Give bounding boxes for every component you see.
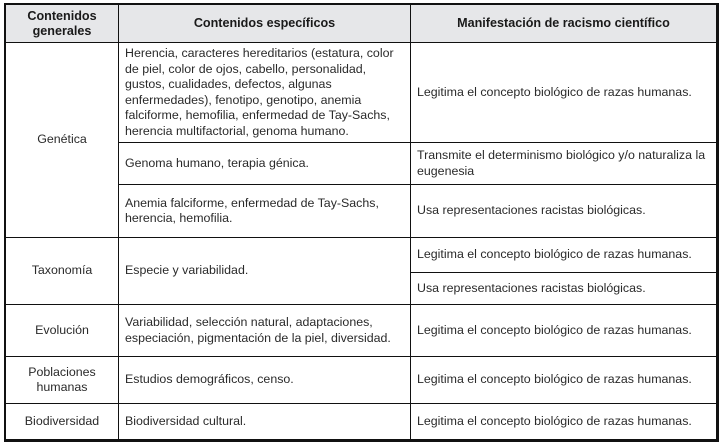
manifestation-cell [411,305,716,356]
manifestation-cell [411,185,716,237]
specific-text: Variabilidad, selección natural, adaptaciones, especiación, pigmentación de la piel, diversidad. [125,315,391,345]
manifestation-text: Usa representaciones racistas biológicas. [417,203,646,218]
column-divider [118,5,119,439]
manifestation-cell [411,43,716,142]
specific-text: Anemia falciforme, enfermedad de Tay-Sachs, herencia, hemofilia. [125,195,379,225]
specific-cell [119,357,410,403]
content-table [4,3,719,442]
header-manifestation-label: Manifestación de racismo científico [457,16,670,30]
header-general-label: Contenidos generales [27,8,97,38]
row-divider [410,272,716,273]
row-divider [6,403,716,404]
row-divider [6,356,716,357]
header-specific [119,5,410,42]
general-label: Genética [37,132,87,147]
general-label: Evolución [35,322,89,337]
specific-cell [119,238,410,304]
manifestation-text: Legitima el concepto biológico de razas humanas. [417,247,692,262]
general-label: Taxonomía [31,263,93,278]
specific-cell [119,185,410,237]
general-cell-taxonomia [6,238,118,304]
header-manifestation [411,5,716,42]
general-cell-biodiversidad [6,404,118,439]
row-divider [6,304,716,305]
specific-cell [119,404,410,439]
manifestation-text: Usa representaciones racistas biológicas. [417,280,646,295]
manifestation-text: Legitima el concepto biológico de razas humanas. [417,413,692,428]
general-cell-poblaciones [6,357,118,403]
manifestation-cell [411,357,716,403]
manifestation-cell [411,273,716,304]
row-divider [6,42,716,43]
specific-cell [119,143,410,184]
manifestation-cell [411,238,716,272]
row-divider [118,184,716,185]
specific-text: Genoma humano, terapia génica. [125,155,309,170]
general-label: Biodiversidad [24,413,100,428]
manifestation-text: Legitima el concepto biológico de razas humanas. [417,372,692,387]
general-label: Poblaciones humanas [28,364,96,394]
manifestation-text: Legitima el concepto biológico de razas humanas. [417,84,692,99]
manifestation-cell [411,143,716,184]
general-cell-evolucion [6,305,118,356]
specific-text: Biodiversidad cultural. [125,413,247,428]
specific-text: Herencia, caracteres hereditarios (estatura, color de piel, color de ojos, cabello, personalidad, gustos, cualidades, defectos, algunas enfermedades), fenotipo, genotipo, anemia falciforme, hemofilia, enfermedad de Tay-Sachs, herencia multifactorial, genoma humano. [125,46,394,138]
row-divider [6,237,716,238]
manifestation-cell [411,404,716,439]
manifestation-text: Legitima el concepto biológico de razas humanas. [417,322,692,337]
specific-text: Estudios demográficos, censo. [125,372,294,387]
column-divider [410,5,411,439]
specific-text: Especie y variabilidad. [125,263,249,278]
general-cell-genetica [6,43,118,237]
header-specific-label: Contenidos específicos [193,16,336,30]
manifestation-text: Transmite el determinismo biológico y/o naturaliza la eugenesia [417,148,706,178]
row-divider [118,142,716,143]
header-general [6,5,118,42]
specific-cell [119,43,410,142]
specific-cell [119,305,410,356]
